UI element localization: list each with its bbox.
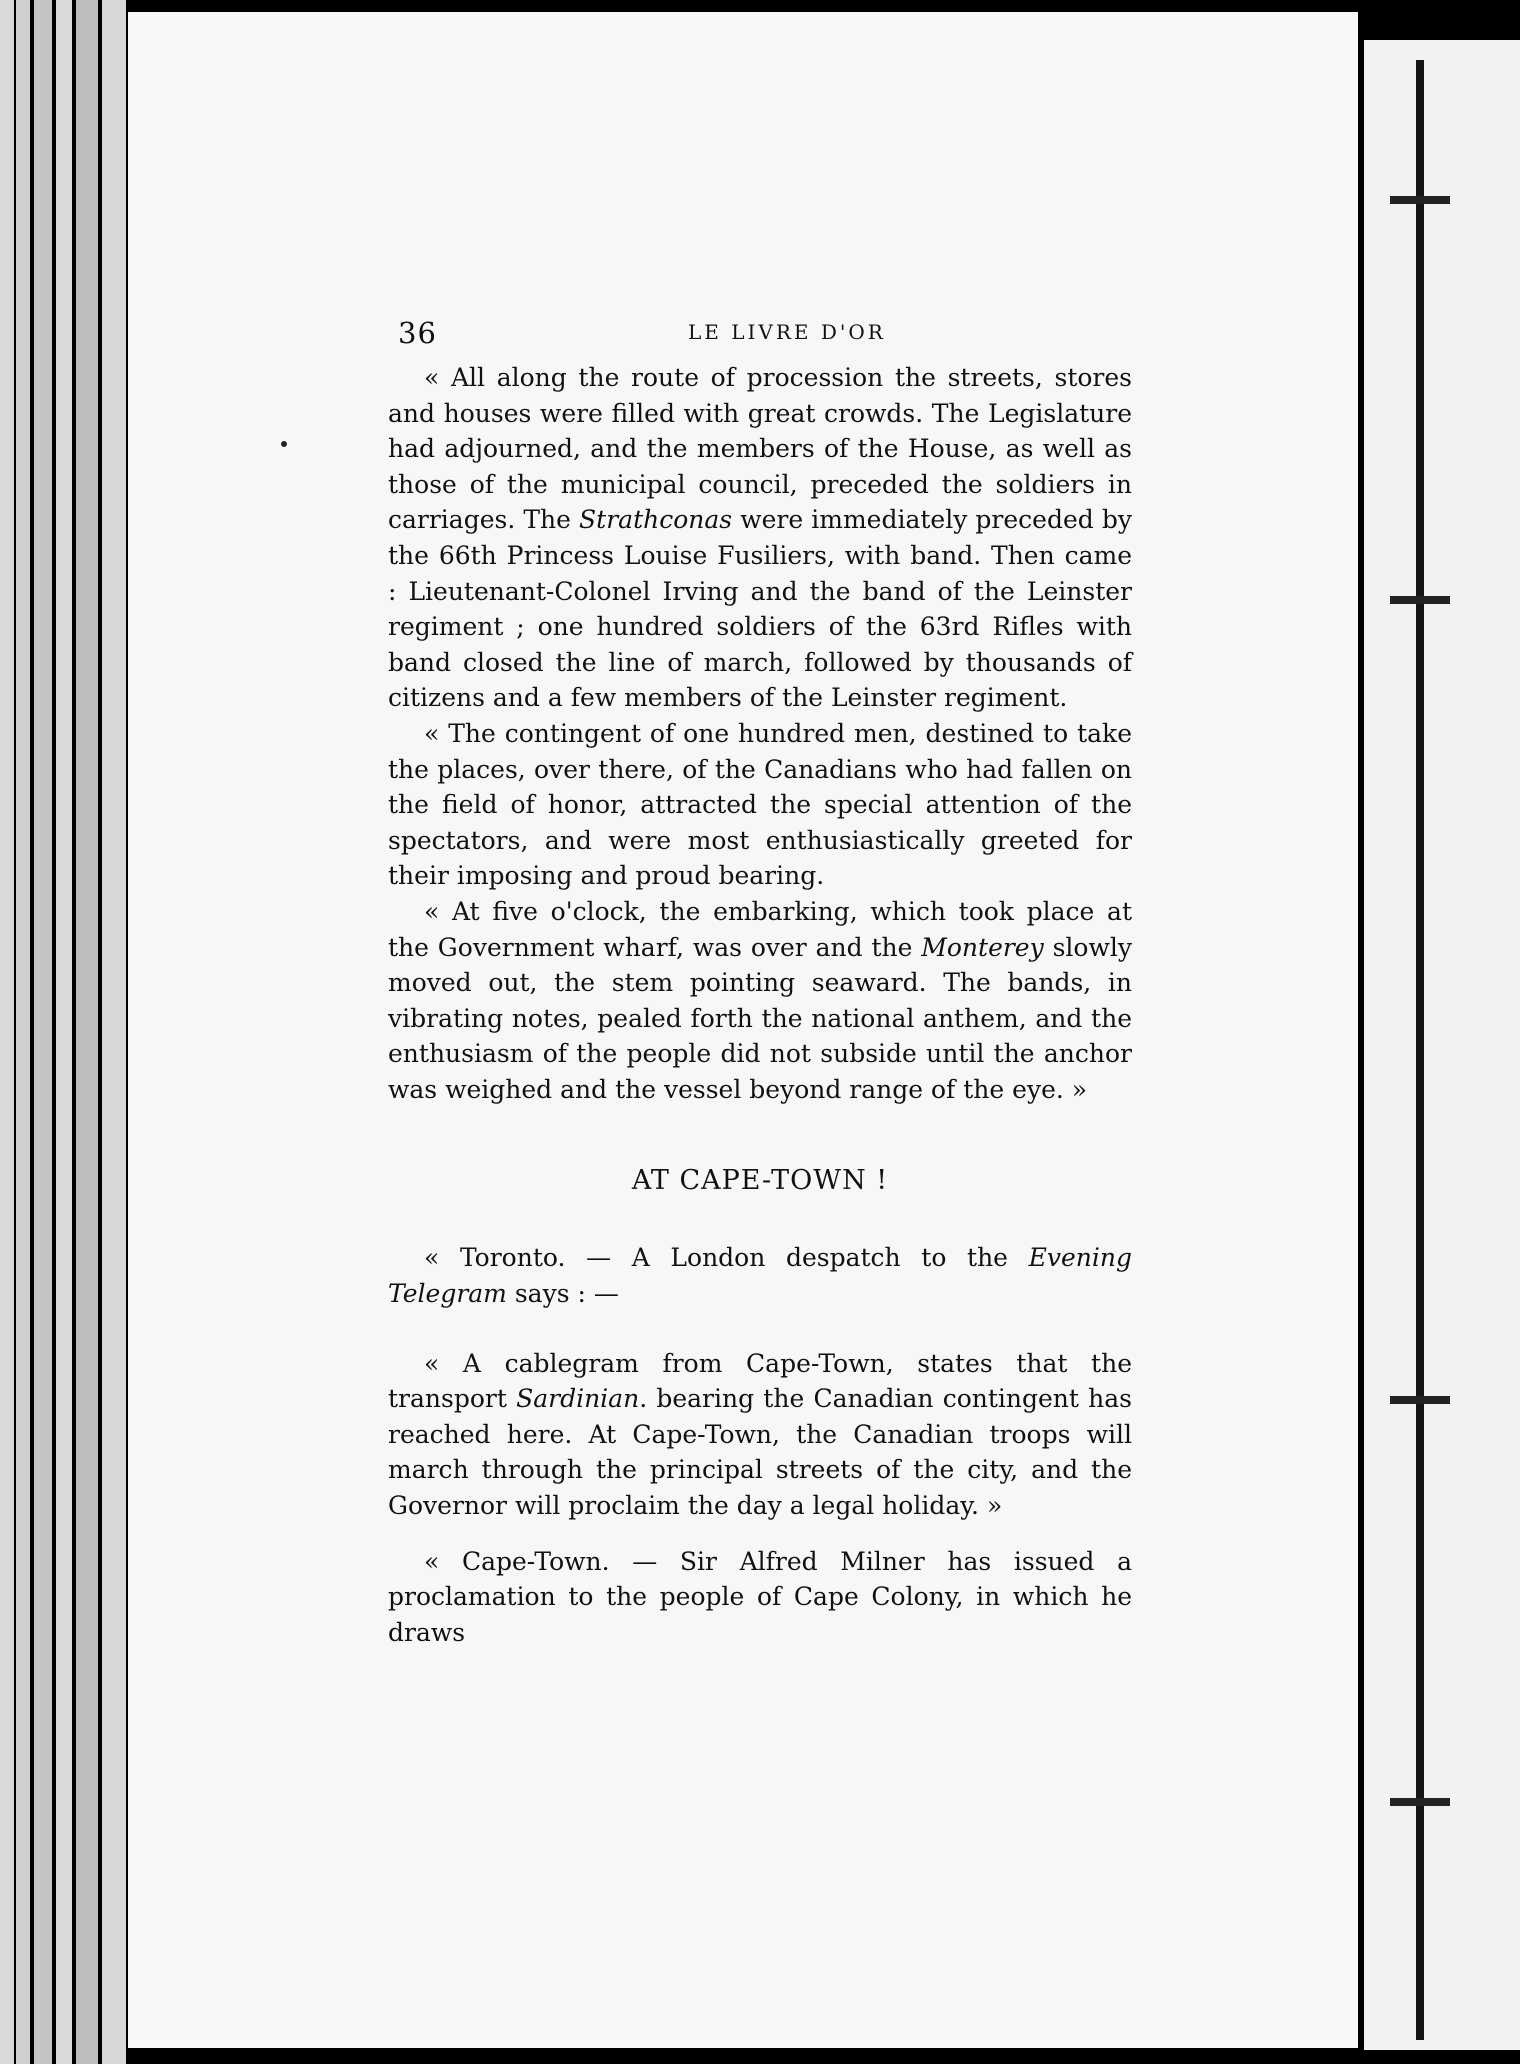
paragraph-cablegram: « A cablegram from Cape-Town, states that the transport Sardinian. bearing the Canadian contingent has reached here. At Cape-Town, the Canadian troops will march through the principal streets of the city, and the Governor will proclaim the day a legal holiday. » (388, 1348, 1132, 1521)
section-title: AT CAPE-TOWN ! (631, 1165, 889, 1197)
paragraph-contingent: « The contingent of one hundred men, destined to take the places, over there, of the Canadians who had fallen on the field of honor, attracted the special attention of the spectators, and were most enthusiastically greeted for their imposing and proud bearing. (388, 718, 1132, 891)
page-edge (102, 0, 126, 2064)
paragraph-cape-town: « Cape-Town. — Sir Alfred Milner has issued a proclamation to the people of Cape Colony, in which he draws (388, 1546, 1132, 1647)
binding-staple (1390, 196, 1450, 204)
binding-staple (1390, 596, 1450, 604)
paragraph-procession: « All along the route of procession the streets, stores and houses were filled with great crowds. The Legislature had adjourned, and the members of the House, as well as those of the municipal council, preceded the soldiers in carriages. The Strathconas were immediately preceded by the 66th Princess Louise Fusiliers, with band. Then came : Lieutenant-Colonel Irving and the band of the Leinster regiment ; one hundred soldiers of the 63rd Rifles with band closed the line of march, followed by thousands of citizens and a few members of the Leinster regiment. (388, 363, 1132, 713)
page-text (388, 316, 1132, 1650)
page-edge (76, 0, 98, 2064)
spacer (388, 1312, 1132, 1346)
page-edge (34, 0, 52, 2064)
binding-staple (1390, 1396, 1450, 1404)
binding-strip (1416, 60, 1424, 2040)
page-edge (56, 0, 72, 2064)
binding-staple (1390, 1798, 1450, 1806)
book-title: LE LIVRE D'OR (688, 320, 886, 344)
running-head (388, 316, 1132, 360)
paragraph-toronto: « Toronto. — A London despatch to the Evening Telegram says : — (388, 1243, 1132, 1309)
facing-page-fragment (1364, 40, 1520, 2050)
page-edge (0, 0, 14, 2064)
page-edge (16, 0, 30, 2064)
spacer (388, 1524, 1132, 1544)
paragraph-embarking: « At five o'clock, the embarking, which took place at the Government wharf, was over and the Monterey slowly moved out, the stem pointing seaward. The bands, in vibrating notes, pealed forth the national anthem, and the enthusiasm of the people did not subside until the anchor was weighed and the vessel beyond range of the eye. » (388, 896, 1132, 1104)
page-number: 36 (398, 316, 437, 350)
ink-speck (281, 441, 287, 447)
